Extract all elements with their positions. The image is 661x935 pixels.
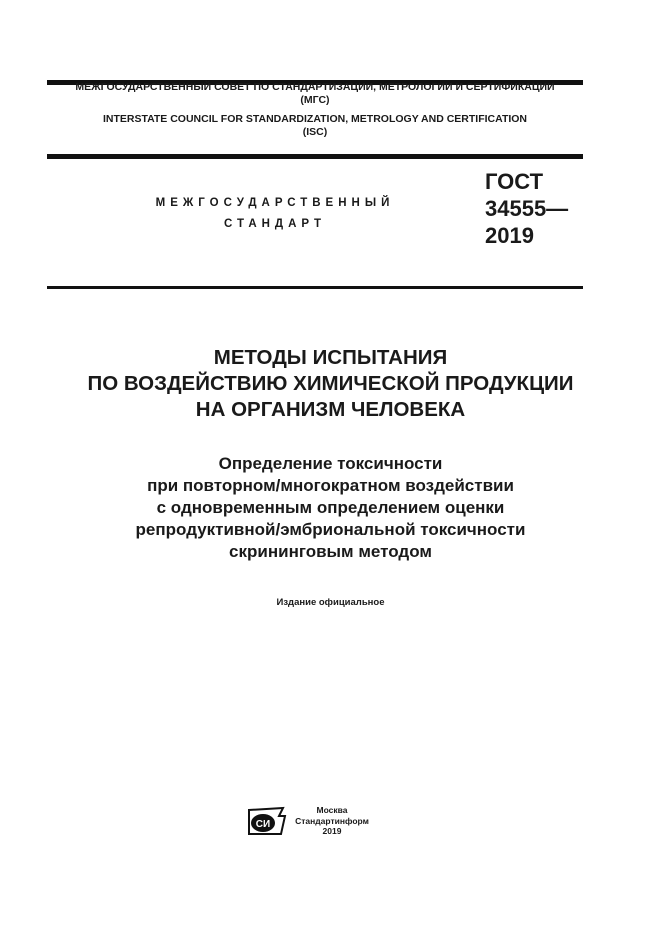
document-title	[20, 345, 641, 423]
publisher-year: 2019	[322, 826, 342, 836]
subtitle-line2: при повторном/многократном воздействии	[147, 476, 514, 495]
publisher-city: Москва	[316, 805, 348, 815]
council-en: INTERSTATE COUNCIL FOR STANDARDIZATION, METROLOGY AND CERTIFICATION	[102, 113, 528, 125]
publisher-info	[290, 805, 374, 837]
designation-year: 2019	[485, 223, 534, 248]
title-line1: МЕТОДЫ ИСПЫТАНИЯ	[213, 346, 448, 369]
standartinform-logo-icon	[247, 806, 287, 836]
title-line2: ПО ВОЗДЕЙСТВИЮ ХИМИЧЕСКОЙ ПРОДУКЦИИ	[87, 372, 574, 395]
designation-number: 34555—	[485, 196, 569, 221]
edition-label: Издание официальное	[276, 597, 385, 608]
mid-rule	[47, 154, 583, 159]
subtitle-line3: с одновременным определением оценки	[156, 498, 505, 517]
council-ru: МЕЖГОСУДАРСТВЕННЫЙ СОВЕТ ПО СТАНДАРТИЗАЦИИ, МЕТРОЛОГИИ И СЕРТИФИКАЦИИ	[75, 81, 555, 93]
title-line3: НА ОРГАНИЗМ ЧЕЛОВЕКА	[195, 398, 466, 421]
subtitle-line5: скрининговым методом	[229, 542, 432, 561]
document-subtitle	[20, 453, 641, 563]
standard-type-line1: МЕЖГОСУДАРСТВЕННЫЙ	[155, 197, 395, 209]
standard-type	[120, 193, 430, 235]
council-ru-abbr: (МГС)	[300, 94, 330, 106]
designation	[485, 168, 568, 249]
standard-type-line2: СТАНДАРТ	[224, 218, 326, 230]
bottom-rule	[47, 286, 583, 289]
council-en-abbr: (ISC)	[302, 126, 328, 138]
designation-prefix: ГОСТ	[485, 169, 544, 194]
subtitle-line1: Определение токсичности	[218, 454, 443, 473]
publisher-name: Стандартинформ	[295, 815, 369, 826]
council-header	[40, 81, 590, 139]
svg-text:СИ: СИ	[255, 819, 271, 830]
subtitle-line4: репродуктивной/эмбриональной токсичности	[135, 520, 526, 539]
